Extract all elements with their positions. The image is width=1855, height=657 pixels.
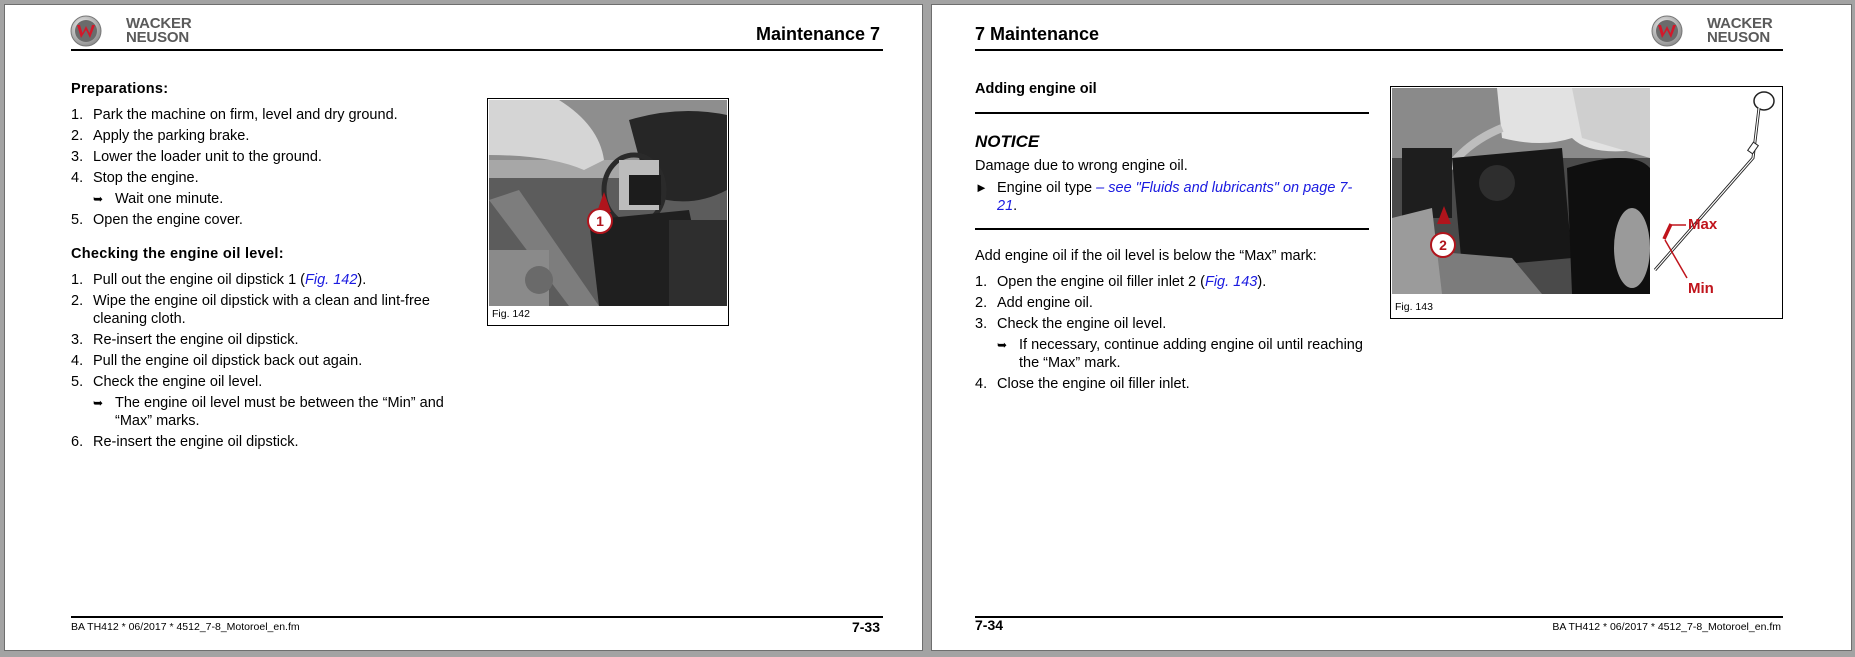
min-label: Min <box>1688 280 1714 297</box>
preparations-list <box>71 106 471 232</box>
list-item: 5. Open the engine cover. <box>71 212 243 228</box>
list-item: 6. Re-insert the engine oil dipstick. <box>71 434 299 450</box>
result-item: ➥ Wait one minute. <box>93 191 224 207</box>
max-label: Max <box>1688 216 1718 233</box>
result-item: ➥ The engine oil level must be between the “Min” and “Max” marks. <box>93 395 444 429</box>
callout-1: 1 <box>587 208 613 234</box>
adding-oil-list <box>975 273 1375 396</box>
list-item: 5. Check the engine oil level. <box>71 374 263 390</box>
result-arrow-icon: ➥ <box>997 338 1008 352</box>
notice-top-rule <box>975 112 1369 114</box>
header-rule <box>975 49 1783 51</box>
notice-bullet-icon: ► <box>975 180 988 195</box>
callout-2: 2 <box>1430 232 1456 258</box>
list-item: 1. Park the machine on firm, level and dry ground. <box>71 107 398 123</box>
brand-line1: WACKER <box>126 15 192 32</box>
running-title: 7 Maintenance <box>975 24 1100 44</box>
manual-page-left <box>4 4 923 651</box>
figure-142 <box>487 98 729 326</box>
figure-caption: Fig. 142 <box>492 308 530 320</box>
wacker-neuson-logo-icon <box>70 15 102 47</box>
brand-line1: WACKER <box>1707 15 1773 32</box>
dipstick-diagram <box>1651 88 1782 316</box>
oil-filling-photo <box>1392 88 1650 294</box>
footer-doc-info: BA TH412 * 06/2017 * 4512_7-8_Motoroel_en.fm <box>71 621 300 633</box>
section-heading-adding-oil: Adding engine oil <box>975 81 1097 97</box>
list-item: 3. Re-insert the engine oil dipstick. <box>71 332 299 348</box>
list-item: 2. Wipe the engine oil dipstick with a clean and lint-free cleaning cloth. <box>71 293 430 327</box>
list-item: 3. Lower the loader unit to the ground. <box>71 149 322 165</box>
fig-143-link[interactable]: Fig. 143 <box>1204 274 1258 290</box>
list-item: 2. Add engine oil. <box>975 295 1093 311</box>
section-heading-preparations: Preparations: <box>71 81 169 97</box>
page-number: 7-34 <box>975 617 1004 633</box>
notice-bottom-rule <box>975 228 1369 230</box>
brand-logo <box>70 15 191 47</box>
section-heading-checking-oil: Checking the engine oil level: <box>71 246 284 262</box>
brand-name <box>1707 17 1772 45</box>
fig-142-link[interactable]: Fig. 142 <box>305 272 358 288</box>
page-number: 7-33 <box>851 619 880 635</box>
list-item: 1. Open the engine oil filler inlet 2 (Fig. 143). <box>975 274 1267 290</box>
list-item: 3. Check the engine oil level. <box>975 316 1167 332</box>
engine-dipstick-photo <box>489 100 727 306</box>
brand-name <box>126 17 191 45</box>
figure-caption: Fig. 143 <box>1395 301 1433 313</box>
footer-rule <box>975 616 1783 618</box>
notice-title: NOTICE <box>975 132 1040 151</box>
list-item: 4. Stop the engine. <box>71 170 199 186</box>
list-item: 2. Apply the parking brake. <box>71 128 250 144</box>
brand-line2: NEUSON <box>126 29 189 46</box>
header-rule <box>71 49 883 51</box>
brand-logo <box>1651 15 1772 47</box>
notice-text: Damage due to wrong engine oil. <box>975 158 1188 174</box>
fluids-lubricants-link[interactable]: – see "Fluids and lubricants" on page 7-21 <box>997 180 1353 214</box>
wacker-neuson-logo-icon <box>1651 15 1683 47</box>
figure-143 <box>1390 86 1783 319</box>
result-item: ➥ If necessary, continue adding engine oil until reaching the “Max” mark. <box>997 337 1363 371</box>
result-arrow-icon: ➥ <box>93 396 104 410</box>
checking-oil-list <box>71 271 471 454</box>
brand-line2: NEUSON <box>1707 29 1770 46</box>
intro-text: Add engine oil if the oil level is below the “Max” mark: <box>975 248 1317 264</box>
list-item: 1. Pull out the engine oil dipstick 1 (Fig. 142). <box>71 272 367 288</box>
list-item: 4. Close the engine oil filler inlet. <box>975 376 1190 392</box>
running-title: Maintenance 7 <box>755 24 880 44</box>
list-item: 4. Pull the engine oil dipstick back out again. <box>71 353 363 369</box>
manual-page-right <box>931 4 1852 651</box>
footer-doc-info: BA TH412 * 06/2017 * 4512_7-8_Motoroel_en.fm <box>1552 621 1781 633</box>
result-arrow-icon: ➥ <box>93 192 104 206</box>
footer-rule <box>71 616 883 618</box>
notice-item: ► Engine oil type – see "Fluids and lubricants" on page 7-21. <box>975 180 1353 214</box>
